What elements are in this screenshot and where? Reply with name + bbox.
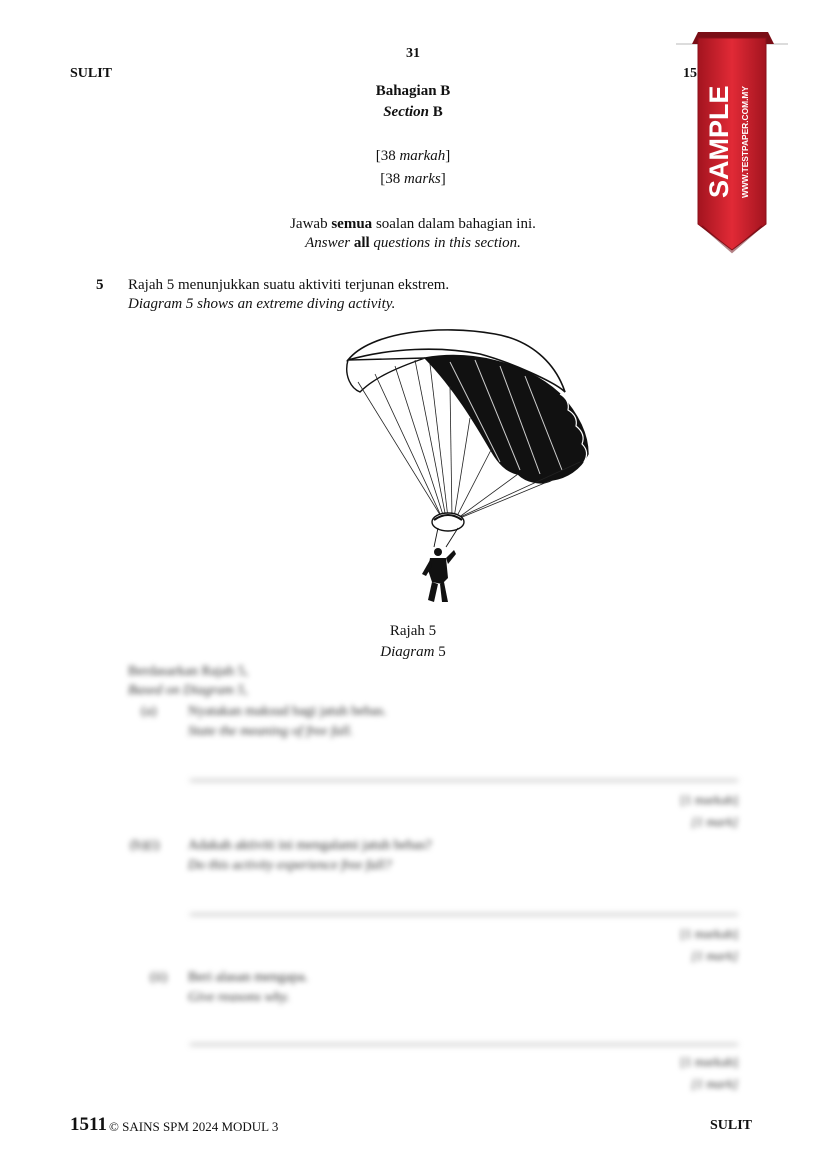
sample-ribbon-watermark <box>672 26 792 258</box>
instruction-english-bold: all <box>353 235 370 251</box>
blurred-part-label: (a) <box>141 704 157 719</box>
question-stem-malay: Rajah 5 menunjukkan suatu aktiviti terjunan ekstrem. <box>128 277 450 293</box>
blurred-part-malay: Nyatakan maksud bagi jatuh bebas. <box>188 704 387 719</box>
page-number: 31 <box>406 46 420 61</box>
section-prefix-malay: Bahagian <box>375 83 437 99</box>
question-number: 5 <box>96 277 104 293</box>
blurred-mark-malay: [1 markah] <box>680 1054 738 1069</box>
footer-paper-code: 1511 <box>70 1114 107 1135</box>
blurred-intro-malay: Berdasarkan Rajah 5, <box>128 664 249 679</box>
instruction-english-post: questions in this section. <box>369 235 521 251</box>
instruction-english-pre: Answer <box>305 235 354 251</box>
marks-num-malay: 38 <box>380 148 396 164</box>
blurred-mark-malay: [1 markah] <box>680 926 738 941</box>
marks-word-malay: markah <box>399 148 446 164</box>
blurred-part-english: Give reasons why. <box>188 990 290 1005</box>
blurred-mark-english: [1 mark] <box>691 814 738 829</box>
answer-line <box>190 780 738 781</box>
blurred-part-label: (b)(i) <box>130 838 160 853</box>
blurred-mark-english: [1 mark] <box>691 948 738 963</box>
blurred-part-label: (ii) <box>150 970 168 985</box>
caption-english-num: 5 <box>438 644 446 660</box>
blurred-part-english: State the meaning of free fall. <box>188 724 354 739</box>
instruction-malay-pre: Jawab <box>290 216 332 232</box>
sulit-label-top: SULIT <box>70 66 113 81</box>
blurred-part-malay: Adakah aktiviti ini mengalami jatuh bebas? <box>188 838 432 853</box>
total-marks-english: [38 marks] <box>380 171 446 187</box>
parachute-diagram <box>330 322 600 612</box>
diagram-caption-malay: Rajah 5 <box>389 623 437 639</box>
blurred-part-malay: Beri alasan mengapa. <box>188 970 309 985</box>
instruction-malay-post: soalan dalam bahagian ini. <box>372 216 536 232</box>
instruction-malay-bold: semua <box>331 216 373 232</box>
diagram-caption-english <box>0 644 826 661</box>
watermark-sample-text: SAMPLE <box>704 85 734 198</box>
marks-word-english: marks <box>404 171 441 187</box>
watermark-url-text: WWW.TESTPAPER.COM.MY <box>740 86 750 198</box>
blurred-mark-english: [1 mark] <box>691 1076 738 1091</box>
marks-num-english: 38 <box>385 171 401 187</box>
sulit-label-bottom: SULIT <box>710 1118 753 1133</box>
section-letter-malay: B <box>440 83 451 99</box>
blurred-mark-malay: [1 markah] <box>680 792 738 807</box>
blurred-part-english: Do this activity experience free fall? <box>188 858 392 873</box>
paper-code-top: 15 <box>683 66 697 81</box>
caption-english-word: Diagram <box>380 644 435 660</box>
section-prefix-english: Section <box>383 104 430 120</box>
footer-copyright: © SAINS SPM 2024 MODUL 3 <box>109 1119 279 1134</box>
total-marks-malay: [38 markah] <box>375 148 451 164</box>
answer-line <box>190 914 738 915</box>
blurred-intro-english: Based on Diagram 5, <box>128 683 248 698</box>
answer-line <box>190 1044 738 1045</box>
section-letter-english: B <box>432 104 443 120</box>
question-stem-english: Diagram 5 shows an extreme diving activity. <box>128 296 396 312</box>
